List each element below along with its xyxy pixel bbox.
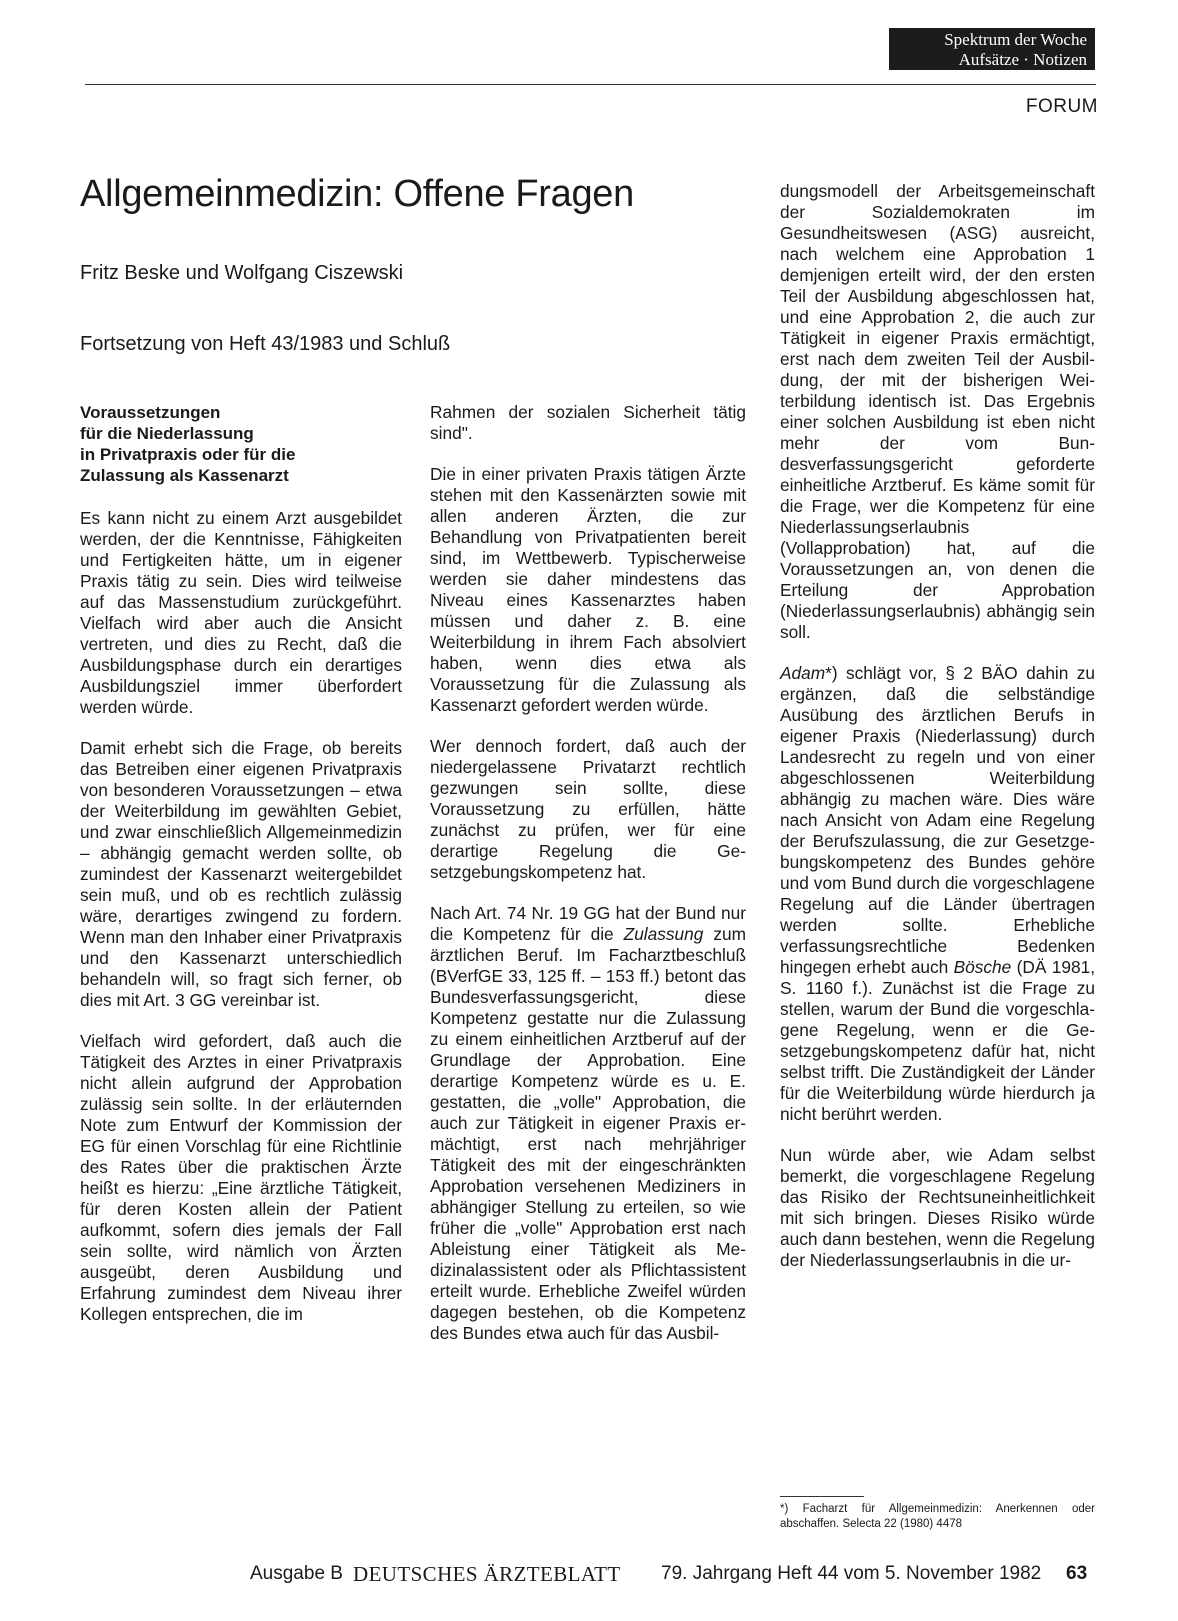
text-run: (DÄ 1981, S. 1160 f.). Zunächst ist die Frage zu stellen, warum der Bund die vorgeschlagene Regelung, wenn er die Gesetzgebungskompetenz dafür hat, nicht selbst trifft. Die Zuständigkeit der Länder für die Weiterbildung würde hierdurch ja nicht berührt werden. (780, 957, 1095, 1124)
footer-edition: Ausgabe B (250, 1563, 343, 1584)
text-run: zum ärztlichen Beruf. Im Facharztbeschluß (BVerfGE 33, 125 ff. – 153 ff.) betont das Bundesverfassungsgericht, diese Kompetenz gestatte nur die Zulassung zu einem einheitlichen Arztberuf auf der Grundlage der Approbation. Eine derartige Kompetenz würde es u. E. gestatten, die „volle" Approbation, die auch zur Tätigkeit in eigener Praxis ermächtigt, erst nach mehrjähriger Tätigkeit des mit der eingeschränkten Approbation versehenen Mediziners in abhängiger Stellung zu erteilen, so wie früher die „volle" Approbation erst nach Ableistung einer Tätigkeit als Medizinalassistent oder als Pflichtassistent erteilt wurde. Erhebliche Zweifel würden dagegen bestehen, ob die Kompetenz des Bundes etwa auch für das Ausbil- (430, 924, 747, 1343)
badge-line-2: Aufsätze · Notizen (958, 50, 1087, 69)
paragraph: Damit erhebt sich die Frage, ob bereits das Betreiben einer eigenen Privatpraxis von besonderen Voraussetzungen – etwa der Weiterbildung im gewählten Gebiet, und zwar einschließlich Allgemeinmedizin – abhängig gemacht werden sollte, ob zumindest der Kassenarzt weitergebildet sein muß, und ob es rechtlich zulässig wäre, derartiges zwingend zu fordern. Wenn man den Inhaber einer Privatpraxis und den Kassenarzt unterschiedlich behandeln will, so fragt sich ferner, ob dies mit Art. 3 GG vereinbar ist. (80, 738, 402, 1010)
page-footer (250, 1563, 1100, 1587)
article-title: Allgemeinmedizin: Offene Fragen (80, 173, 634, 215)
footnote-rule (780, 1496, 864, 1497)
heading-line: Zulassung als Kassenarzt (80, 466, 289, 485)
paragraph: Vielfach wird gefordert, daß auch die Tätigkeit des Arztes in einer Privatpraxis nicht allein aufgrund der Approbation zulässig sein sollte. In der erläuternden Note zum Entwurf der Kommission der EG für einen Vorschlag für eine Richtlinie des Rates über die praktischen Ärzte heißt es hierzu: „Eine ärztliche Tätigkeit, für deren Kosten allein der Patient aufkommt, sofern dies jemals der Fall sein sollte, wird nämlich von Ärzten ausgeübt, deren Ausbildung und Erfahrung zumindest dem Niveau ihrer Kollegen entsprechen, die im (80, 1031, 402, 1324)
paragraph: Wer dennoch fordert, daß auch der niedergelassene Privatarzt rechtlich gezwungen sein sollte, diese Voraussetzung zu erfüllen, hätte zunächst zu prüfen, wer für eine derartige Regelung die Gesetzgebungskompetenz hat. (430, 736, 746, 882)
section-label: FORUM (1025, 96, 1098, 117)
text-run: *) schlägt vor, § 2 BÄO dahin zu ergänzen, daß die selbständige Ausübung des ärztlichen Berufs in eigener Praxis (Niederlassung) durch Landesrecht zu regeln und von einer abgeschlossenen Weiterbildung abhängig zu machen wäre. Dies wäre nach Ansicht von Adam eine Regelung der Berufszulassung, die zur Gesetzgebungskompetenz des Bundes gehöre und vom Bund durch die vorgeschlagene Regelung auf die Länder übertragen werden sollte. Erhebliche verfassungsrechtliche Bedenken hingegen erhebt auch (780, 663, 1095, 977)
heading-line: für die Niederlassung (80, 424, 254, 443)
header-rule (85, 84, 1096, 85)
paragraph: Rahmen der sozialen Sicherheit tätig sind". (430, 402, 746, 443)
paragraph (780, 663, 1095, 1125)
paragraph: Nun würde aber, wie Adam selbst bemerkt, die vorgeschlagene Regelung das Risiko der Rechtsuneinheitlichkeit mit sich bringen. Dieses Risiko würde auch dann bestehen, wenn die Regelung der Niederlassungserlaubnis in die ur- (780, 1145, 1095, 1270)
footer-magazine: DEUTSCHES ÄRZTEBLATT (353, 1562, 621, 1586)
paragraph: dungsmodell der Arbeitsgemeinschaft der Sozialdemokraten im Gesundheitswesen (ASG) ausreicht, nach welchem eine Approbation 1 demjenigen erteilt wird, der den ersten Teil der Ausbildung abgeschlossen hat, und eine Approbation 2, die auch zur Tätigkeit in eigener Praxis ermächtigt, erst nach dem zweiten Teil der Ausbildung, der mit der bisherigen Weiterbildung identisch ist. Das Ergebnis einer solchen Ausbildung ist eben nicht mehr der vom Bundesverfassungsgericht geforderte einheitliche Arztberuf. Es käme somit für die Frage, wer die Kompetenz für eine Niederlassungserlaubnis (Vollapprobation) hat, auf die Voraussetzungen an, von denen die Erteilung der Approbation (Niederlassungserlaubnis) abhängig sein soll. (780, 181, 1095, 642)
column-3 (780, 181, 1095, 1291)
column-1 (80, 402, 402, 1345)
heading-line: in Privatpraxis oder für die (80, 445, 296, 464)
heading-line: Voraussetzungen (80, 403, 221, 422)
paragraph: Die in einer privaten Praxis tätigen Ärzte stehen mit den Kassenärzten sowie mit allen anderen Ärzten, die zur Behandlung von Privatpatienten bereit sind, im Wettbewerb. Typischerweise werden sie daher mindestens das Niveau eines Kassenarztes haben müssen und daher z. B. eine Weiterbildung in ihrem Fach absolviert haben, wenn dies etwa als Voraussetzung für die Zulassung als Kassenarzt gefordert werden würde. (430, 464, 746, 715)
article-authors: Fritz Beske und Wolfgang Ciszewski (80, 262, 404, 284)
section-heading (80, 402, 402, 486)
emphasis: Bösche (953, 957, 1012, 977)
article-subtitle: Fortsetzung von Heft 43/1983 und Schluß (80, 333, 451, 355)
footnote: *) Facharzt für Allgemeinmedizin: Anerkennen oder abschaffen. Selecta 22 (1980) 4478 (780, 1503, 1095, 1530)
paragraph (430, 903, 746, 1344)
paragraph: Es kann nicht zu einem Arzt ausgebildet werden, der die Kenntnisse, Fähigkeiten und Fertigkeiten hätte, um in eigener Praxis tätig zu sein. Dies wird teilweise auf das Massenstudium zurückgeführt. Vielfach wird aber auch die Ansicht vertreten, und dies zu Recht, daß die Ausbildungsphase durch ein derartiges Ausbildungsziel immer überfordert werden würde. (80, 508, 402, 717)
emphasis: Adam (780, 663, 826, 683)
badge-line-1: Spektrum der Woche (944, 30, 1087, 49)
emphasis: Zulassung (623, 924, 704, 944)
column-2 (430, 402, 746, 1364)
section-badge (889, 28, 1095, 70)
page-number: 63 (1066, 1563, 1088, 1584)
footer-issue: 79. Jahrgang Heft 44 vom 5. November 1982 (661, 1563, 1042, 1584)
text-run: Nach Art. 74 Nr. 19 GG hat der Bund nur die Kompetenz für die (430, 903, 746, 944)
